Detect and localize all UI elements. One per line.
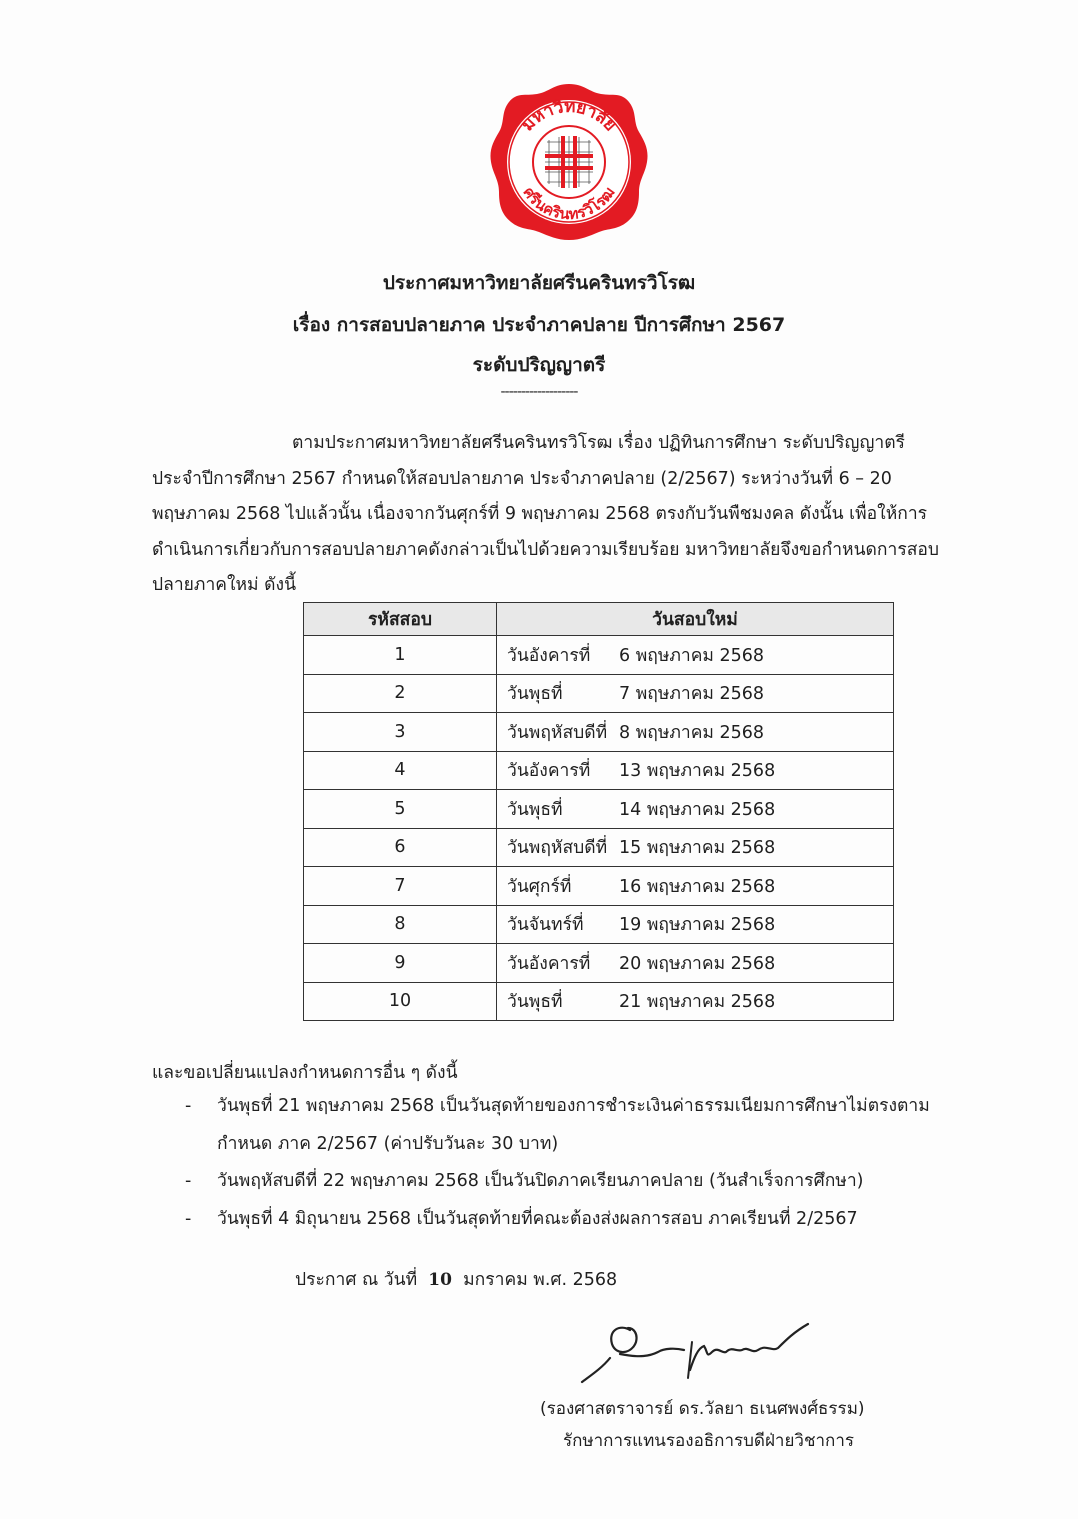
exam-date-cell bbox=[497, 944, 894, 983]
announcement-subject: เรื่อง การสอบปลายภาค ประจำภาคปลาย ปีการศึกษา 2567 bbox=[292, 314, 786, 336]
title-separator: ------------------- bbox=[500, 384, 578, 400]
exam-day: วันพุธที่ bbox=[507, 799, 563, 820]
list-item bbox=[185, 1088, 985, 1126]
exam-date: 19 พฤษภาคม 2568 bbox=[619, 915, 776, 936]
table-row bbox=[304, 713, 894, 752]
exam-date: 15 พฤษภาคม 2568 bbox=[619, 838, 776, 859]
bullet-dash: - bbox=[185, 1171, 192, 1191]
svg-text:ศรีนครินทรวิโรฒ: ศรีนครินทรวิโรฒ bbox=[519, 183, 619, 224]
exam-date-cell bbox=[497, 905, 894, 944]
announcement-level: ระดับปริญญาตรี bbox=[472, 354, 606, 376]
table-row bbox=[304, 905, 894, 944]
exam-code-cell: 2 bbox=[304, 674, 497, 713]
university-seal-logo bbox=[489, 82, 649, 242]
exam-day: วันพุธที่ bbox=[507, 684, 563, 705]
announce-day: 10 bbox=[428, 1270, 452, 1290]
signer-name: (รองศาสตราจารย์ ดร.วัลยา ธเนศพงศ์ธรรม) bbox=[540, 1399, 865, 1419]
exam-date: 8 พฤษภาคม 2568 bbox=[619, 722, 765, 743]
exam-date-cell bbox=[497, 828, 894, 867]
exam-day: วันพฤหัสบดีที่ bbox=[507, 722, 608, 743]
header-new-exam-date: วันสอบใหม่ bbox=[497, 603, 894, 636]
table-row bbox=[304, 674, 894, 713]
announce-prefix: ประกาศ ณ วันที่ bbox=[295, 1270, 418, 1290]
exam-date-cell bbox=[497, 790, 894, 829]
body-line: พฤษภาคม 2568 ไปแล้วนั้น เนื่องจากวันศุกร์ที่ 9 พฤษภาคม 2568 ตรงกับวันพืชมงคล ดังนั้น เพื่อให้การ bbox=[152, 504, 928, 524]
exam-date-cell bbox=[497, 982, 894, 1021]
exam-date: 20 พฤษภาคม 2568 bbox=[619, 953, 776, 974]
exam-code-cell: 9 bbox=[304, 944, 497, 983]
exam-day: วันอังคารที่ bbox=[507, 645, 591, 666]
exam-code-cell: 10 bbox=[304, 982, 497, 1021]
exam-code-cell: 6 bbox=[304, 828, 497, 867]
bullet-dash: - bbox=[185, 1208, 192, 1229]
table-row bbox=[304, 828, 894, 867]
list-item bbox=[185, 1163, 985, 1201]
announcement-date bbox=[295, 1265, 617, 1293]
exam-date: 21 พฤษภาคม 2568 bbox=[619, 992, 776, 1013]
announce-suffix: มกราคม พ.ศ. 2568 bbox=[463, 1270, 618, 1290]
exam-date-cell bbox=[497, 674, 894, 713]
body-line: ดำเนินการเกี่ยวกับการสอบปลายภาคดังกล่าวเป็นไปด้วยความเรียบร้อย มหาวิทยาลัยจึงขอกำหนดการสอบ bbox=[152, 539, 940, 560]
header-exam-code: รหัสสอบ bbox=[304, 603, 497, 636]
change-text-continuation: กำหนด ภาค 2/2567 (ค่าปรับวันละ 30 บาท) bbox=[217, 1133, 559, 1154]
exam-day: วันจันทร์ที่ bbox=[507, 915, 584, 936]
exam-date: 13 พฤษภาคม 2568 bbox=[619, 761, 776, 782]
exam-code-cell: 3 bbox=[304, 713, 497, 752]
exam-date-cell bbox=[497, 713, 894, 752]
table-row bbox=[304, 944, 894, 983]
signer-position: รักษาการแทนรองอธิการบดีฝ่ายวิชาการ bbox=[563, 1431, 855, 1451]
changes-list bbox=[185, 1088, 985, 1238]
exam-day: วันพฤหัสบดีที่ bbox=[507, 838, 608, 859]
table-row bbox=[304, 751, 894, 790]
exam-date: 6 พฤษภาคม 2568 bbox=[619, 645, 765, 666]
exam-date: 14 พฤษภาคม 2568 bbox=[619, 799, 776, 820]
list-item bbox=[185, 1201, 985, 1239]
exam-date-cell bbox=[497, 751, 894, 790]
table-header-row bbox=[304, 603, 894, 636]
exam-code-cell: 5 bbox=[304, 790, 497, 829]
table-row bbox=[304, 867, 894, 906]
exam-day: วันพุธที่ bbox=[507, 992, 563, 1013]
exam-day: วันอังคารที่ bbox=[507, 761, 591, 782]
change-text: วันพุธที่ 4 มิถุนายน 2568 เป็นวันสุดท้ายที่คณะต้องส่งผลการสอบ ภาคเรียนที่ 2/2567 bbox=[217, 1208, 858, 1229]
exam-schedule-table bbox=[303, 602, 894, 1021]
body-line: ตามประกาศมหาวิทยาลัยศรีนครินทรวิโรฒ เรื่อง ปฏิทินการศึกษา ระดับปริญญาตรี bbox=[292, 433, 905, 453]
table-row bbox=[304, 982, 894, 1021]
exam-code-cell: 4 bbox=[304, 751, 497, 790]
exam-day: วันศุกร์ที่ bbox=[507, 876, 572, 897]
exam-date-cell bbox=[497, 867, 894, 906]
table-row bbox=[304, 790, 894, 829]
table-row bbox=[304, 636, 894, 675]
handwritten-signature bbox=[580, 1318, 830, 1388]
change-text: วันพุธที่ 21 พฤษภาคม 2568 เป็นวันสุดท้ายของการชำระเงินค่าธรรมเนียมการศึกษาไม่ตรงตาม bbox=[217, 1096, 930, 1116]
change-text: วันพฤหัสบดีที่ 22 พฤษภาคม 2568 เป็นวันปิดภาคเรียนภาคปลาย (วันสำเร็จการศึกษา) bbox=[217, 1171, 864, 1191]
announcement-title: ประกาศมหาวิทยาลัยศรีนครินทรวิโรฒ bbox=[382, 272, 696, 294]
exam-day: วันอังคารที่ bbox=[507, 953, 591, 974]
body-line: ประจำปีการศึกษา 2567 กำหนดให้สอบปลายภาค ประจำภาคปลาย (2/2567) ระหว่างวันที่ 6 – 20 bbox=[152, 468, 892, 489]
exam-date-cell bbox=[497, 636, 894, 675]
bullet-dash: - bbox=[185, 1096, 192, 1116]
svg-text:มหาวิทยาลัย: มหาวิทยาลัย bbox=[517, 96, 621, 136]
exam-date: 16 พฤษภาคม 2568 bbox=[619, 876, 776, 897]
exam-code-cell: 8 bbox=[304, 905, 497, 944]
exam-date: 7 พฤษภาคม 2568 bbox=[619, 684, 765, 705]
exam-code-cell: 7 bbox=[304, 867, 497, 906]
body-line: ปลายภาคใหม่ ดังนี้ bbox=[152, 575, 297, 595]
body-paragraph bbox=[152, 426, 974, 604]
changes-intro: และขอเปลี่ยนแปลงกำหนดการอื่น ๆ ดังนี้ bbox=[152, 1063, 458, 1083]
exam-code-cell: 1 bbox=[304, 636, 497, 675]
